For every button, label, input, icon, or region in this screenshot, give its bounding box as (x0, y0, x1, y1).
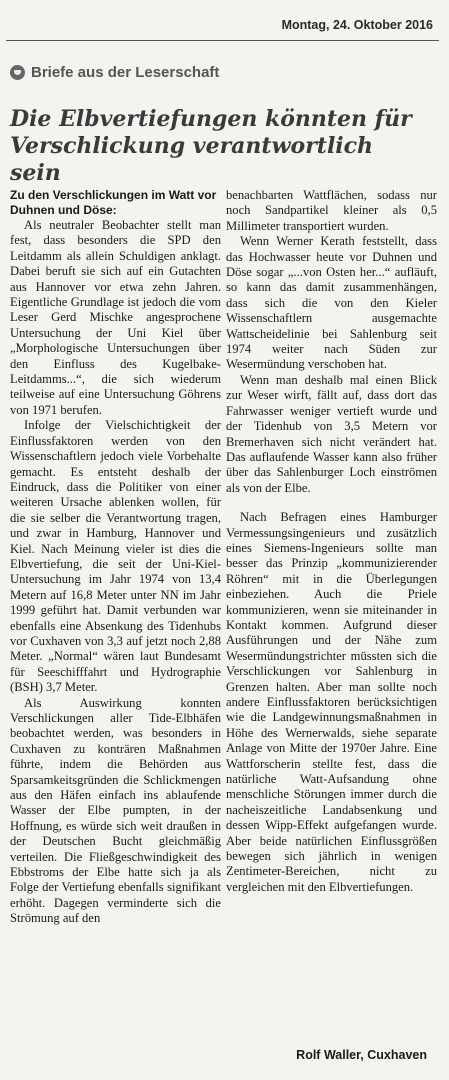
article-paragraph: benachbarten Wattflächen, sodass nur noch Sandpartikel kleiner als 0,5 Millimeter transportiert wurden. (226, 188, 437, 233)
section-header (10, 64, 219, 81)
header-rule (6, 40, 439, 41)
article-paragraph: Infolge der Vielschichtigkeit der Einflussfaktoren werden von den Wissenschaftlern jedoch viele Vorbehalte gemacht. Es entsteht deshalb der Eindruck, dass die Politiker von einer weiteren Ursache ablenken wollen, für die sie selber die Verantwortung tragen, und zwar in Hamburg, Hannover und Kiel. Nach Meinung vieler ist dies die Elbvertiefung, die seit der Uni-Kiel-Untersuchung im Jahr 1974 von 13,4 Metern auf 16,8 Meter unter NN im Jahr 1999 geführt hat. Damit verbunden war ebenfalls eine Absenkung des Tidenhubs vor Cuxhaven von 3,3 auf jetzt noch 2,88 Meter. „Normal“ wären laut Bundesamt für Seeschifffahrt und Hydrographie (BSH) 3,7 Meter. (10, 418, 221, 695)
article-column-left (10, 188, 221, 927)
article-paragraph: Als neutraler Beobachter stellt man fest, dass besonders die SPD den Leitdamm als allein Schuldigen anklagt. Dabei beruft sie sich auf ein Gutachten aus Hannover vor etwa zehn Jahren. Eigentliche Grundlage ist jedoch die vom Leser Gerd Mischke angesprochene Untersuchung der Uni Kiel über „Morphologische Untersuchungen über den Einfluss des Kugelbake-Leitdamms...“, die sich wiederum teilweise auf eine Untersuchung Göhrens von 1971 berufen. (10, 218, 221, 417)
mailbox-icon (10, 65, 25, 80)
date-label: Montag, 24. Oktober 2016 (281, 18, 433, 32)
section-label: Briefe aus der Leserschaft (31, 64, 220, 81)
headline-line-2: Verschlickung verantwortlich sein (10, 133, 374, 186)
article-paragraph: Wenn Werner Kerath feststellt, dass das Hochwasser heute vor Duhnen und Döse sogar „...von Osten her...“ aufläuft, so kann das damit zusammenhängen, dass sich die von den Kieler Wissenschaftlern ausgemachte Wattscheidelinie bei Sahlenburg seit 1974 weiter nach Süden zur Wesermündung verschoben hat. (226, 234, 437, 372)
article-paragraph: Wenn man deshalb mal einen Blick zur Weser wirft, fällt auf, dass dort das Fahrwasser weniger vertieft wurde und der Tidenhub von 3,5 Metern vor Bremerhaven sich nicht verändert hat. Das auflaufende Wasser kann also früher über das Sahlenburger Loch einströmen als von der Elbe. (226, 372, 437, 495)
headline (10, 106, 430, 187)
article-paragraph: Als Auswirkung konnten Verschlickungen aller Tide-Elbhäfen beobachtet werden, was besonders in Cuxhaven zu konträren Maßnahmen führte, indem die Behörden aus Sparsamkeitsgründen die Schlickmengen aus den Häfen einfach ins ablaufende Wasser der Elbe pumpten, in der Hoffnung, es würde sich weit draußen in der Deutschen Bucht gleichmäßig verteilen. Die Fließgeschwindigkeit des Ebbstroms der Elbe hatte sich ja als Folge der Vertiefung ebenfalls signifikant erhöht. Dagegen verminderte sich die Strömung auf den (10, 695, 221, 926)
article-column-right (226, 188, 437, 895)
author-signature: Rolf Waller, Cuxhaven (296, 1048, 427, 1062)
headline-line-1: Die Elbvertiefungen könnten für (10, 106, 412, 132)
article-subhead: Zu den Verschlickungen im Watt vor Duhnen und Döse: (10, 188, 217, 217)
article-paragraph: Nach Befragen eines Hamburger Vermessungsingenieurs und zusätzlich eines Siemens-Ingenieurs sollte man besser das Prinzip „kommunizierender Röhren“ mit in die Überlegungen einbeziehen. Auch die Priele kommunizieren, wenn sie miteinander in Kontakt kommen. Aufgrund dieser Ausführungen und der Nähe zum Wesermündungstrichter müssten sich die Verschlickungen vor Sahlenburg in Grenzen halten. Aber man sollte noch andere Einflussfaktoren berücksichtigen wie die Landgewinnungsmaßnahmen in Höhe des Wernerwalds, siehe separate Anlage von Mitte der 1970er Jahre. Eine Wattforscherin stellte fest, dass die natürliche Watt-Aufsandung ohne menschliche Störungen immer durch die nacheiszeitliche Landabsenkung und dessen Wipp-Effekt aufgefangen wurde. Aber beide natürlichen Einflussgrößen bewegen sich jährlich in wenigen Zentimeter-Bereichen, nicht zu vergleichen mit den Elbvertiefungen. (226, 510, 437, 894)
